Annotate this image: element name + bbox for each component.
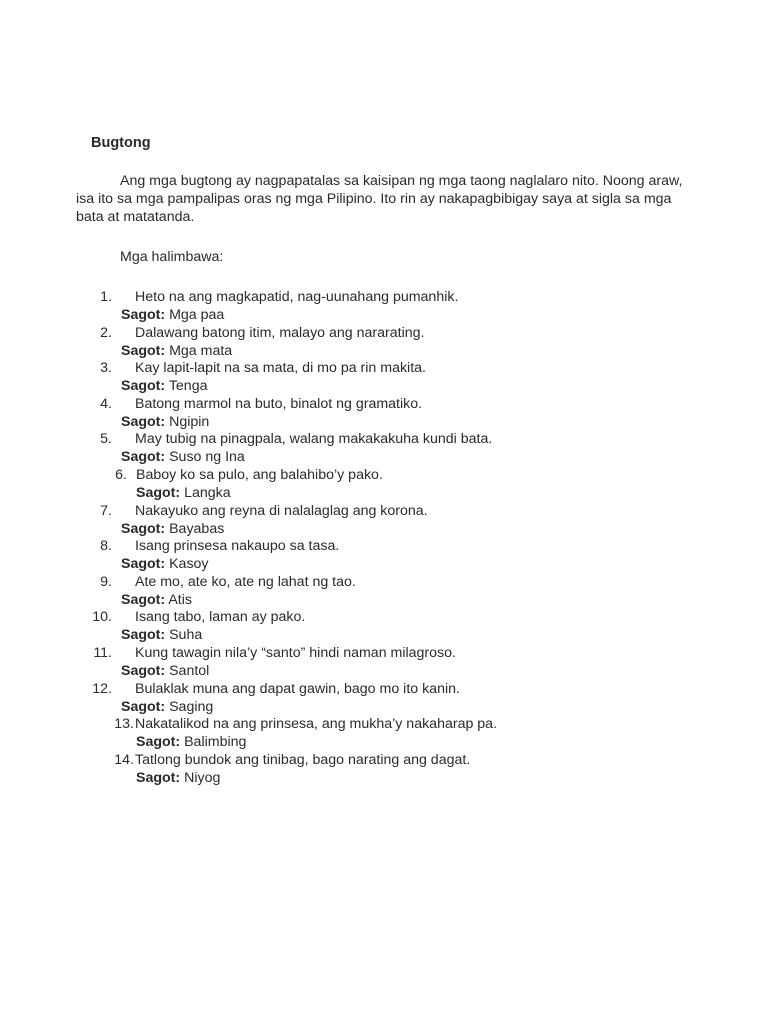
riddle-item [0,503,768,539]
riddle-item [0,538,768,574]
answer-label: Sagot: [121,378,166,395]
answer-text: Mga mata [169,342,233,359]
answer-label: Sagot: [121,627,166,644]
answer-label: Sagot: [136,769,181,786]
riddle-number: 3. [100,360,112,377]
answer-text: Suso ng Ina [169,449,245,466]
answer-text: Kasoy [169,556,209,573]
riddle-answer [136,734,246,750]
answer-text: Saging [169,698,214,715]
riddle-text: Nakatalikod na ang prinsesa, ang mukha’y nakaharap pa. [135,716,498,733]
riddle-item [0,716,768,752]
riddle-item [0,396,768,432]
riddle-number: 9. [100,573,112,590]
riddle-text: Isang tabo, laman ay pako. [135,609,306,626]
riddle-item [0,289,768,325]
riddle-text: Nakayuko ang reyna di nalalaglag ang korona. [135,502,428,519]
riddle-text: Dalawang batong itim, malayo ang nararating. [135,324,425,341]
riddle-text: Bulaklak muna ang dapat gawin, bago mo ito kanin. [135,680,460,697]
riddle-answer [121,343,232,359]
riddle-text: Kay lapit-lapit na sa mata, di mo pa rin makita. [135,360,426,377]
answer-text: Suha [169,627,203,644]
riddle-answer [121,592,192,608]
riddle-number: 10. [92,609,112,626]
riddle-item [0,431,768,467]
document-title: Bugtong [91,135,151,151]
riddle-number: 6. [115,466,127,483]
answer-label: Sagot: [121,662,166,679]
riddle-number: 4. [100,395,112,412]
answer-label: Sagot: [121,591,166,608]
answer-label: Sagot: [136,734,181,751]
answer-label: Sagot: [121,556,166,573]
riddle-text: Tatlong bundok ang tinibag, bago narating ang dagat. [135,751,471,768]
riddle-answer [121,307,224,323]
riddle-answer [121,378,207,394]
answer-label: Sagot: [121,307,166,323]
answer-label: Sagot: [121,413,166,430]
riddle-number: 8. [100,538,112,555]
answer-text: Ngipin [169,413,210,430]
answer-label: Sagot: [121,449,166,466]
answer-text: Tenga [168,378,208,395]
riddle-answer [136,485,231,501]
answer-text: Balimbing [184,734,247,751]
riddle-item [0,360,768,396]
riddle-list [0,289,768,787]
answer-text: Langka [184,484,231,501]
intro-paragraph: Ang mga bugtong ay nagpapatalas sa kaisipan ng mga taong naglalaro nito. Noong araw, isa ito sa mga pampalipas oras ng mga Pilipino. Ito rin ay nakapagbibigay saya at sigla sa mga bata at matatanda. [76,173,683,225]
examples-label: Mga halimbawa: [120,249,224,265]
answer-text: Niyog [184,769,221,786]
riddle-text: Baboy ko sa pulo, ang balahibo’y pako. [136,466,383,483]
answer-label: Sagot: [121,698,166,715]
riddle-item [0,681,768,717]
riddle-text: Batong marmol na buto, binalot ng gramatiko. [135,395,423,412]
riddle-answer [121,699,213,715]
riddle-number: 13. [114,716,134,733]
riddle-answer [121,627,202,643]
riddle-number: 11. [93,644,112,661]
riddle-answer [121,414,209,430]
answer-label: Sagot: [121,342,166,359]
riddle-answer [121,449,245,465]
riddle-number: 14. [114,751,134,768]
answer-text: Santol [169,662,210,679]
riddle-number: 2. [100,324,112,341]
riddle-answer [121,556,209,572]
riddle-number: 7. [100,502,112,519]
riddle-text: May tubig na pinagpala, walang makakakuha kundi bata. [135,431,493,448]
answer-label: Sagot: [136,484,181,501]
riddle-answer [121,663,209,679]
riddle-answer [136,770,220,786]
riddle-text: Kung tawagin nila’y “santo” hindi naman milagroso. [135,644,456,661]
riddle-number: 1. [100,289,112,305]
answer-text: Atis [168,591,192,608]
riddle-item [0,645,768,681]
answer-text: Mga paa [169,307,225,323]
riddle-answer [121,521,224,537]
riddle-text: Isang prinsesa nakaupo sa tasa. [135,538,340,555]
answer-label: Sagot: [121,520,166,537]
riddle-text: Ate mo, ate ko, ate ng lahat ng tao. [135,573,356,590]
riddle-item [0,752,768,788]
riddle-item [0,467,768,503]
riddle-number: 5. [100,431,112,448]
answer-text: Bayabas [169,520,225,537]
riddle-item [0,325,768,361]
riddle-item [0,609,768,645]
riddle-text: Heto na ang magkapatid, nag-uunahang pumanhik. [135,289,459,305]
riddle-item [0,574,768,610]
riddle-number: 12. [92,680,112,697]
